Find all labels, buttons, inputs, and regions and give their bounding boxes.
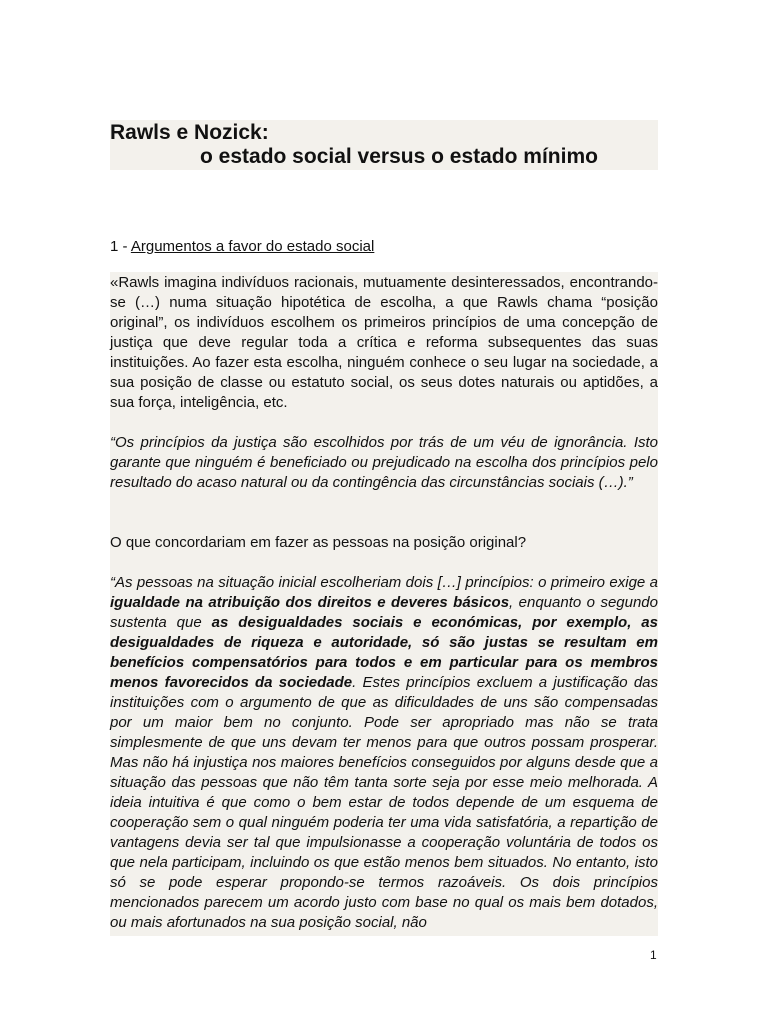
- paragraph-4-bold-a: igualdade na atribuição dos direitos e deveres básicos: [110, 594, 510, 611]
- page-number: 1: [650, 948, 657, 962]
- paragraph-1: «Rawls imagina indivíduos racionais, mutuamente desinteressados, encontrando-se (…) numa situação hipotética de escolha, a que Rawls chama “posição original”, os indivíduos escolhem os primeiros princípios de uma concepção de justiça que deve regular toda a crítica e reforma subsequentes das suas instituições. Ao fazer esta escolha, ninguém conhece o seu lugar na sociedade, a sua posição de classe ou estatuto social, os seus dotes naturais ou aptidões, a sua força, inteligência, etc.: [110, 274, 658, 411]
- document-subtitle: o estado social versus o estado mínimo: [200, 145, 598, 168]
- paragraph-2-quote: “Os princípios da justiça são escolhidos por trás de um véu de ignorância. Isto garante que ninguém é beneficiado ou prejudicado na escolha dos princípios pelo resultado do acaso natural ou da contingência das circunstâncias sociais (…).”: [110, 434, 658, 491]
- paragraph-4-bold-b: as desigualdades sociais e económicas, por exemplo, as desigualdades de riqueza e autoridade, só são justas se resultam em benefícios compensatórios para todos e em particular para os membros menos favorecidos da sociedade: [110, 614, 658, 691]
- paragraph-4-text-c: . Estes princípios excluem a justificação das instituições com o argumento de que as dificuldades de uns são compensadas por um maior bem no conjunto. Pode ser apropriado mas não se trata simplesmente de que uns devam ter menos para que outros possam prosperar. Mas não há injustiça nos maiores benefícios conseguidos por alguns desde que a situação das pessoas que não têm tanta sorte seja por esse meio melhorada. A ideia intuitiva é que como o bem estar de todos depende de um esquema de cooperação sem o qual ninguém poderia ter uma vida satisfatória, a repartição de vantagens devia ser tal que impulsionasse a cooperação voluntária de todos os que nela participam, incluindo os que estão menos bem situados. No entanto, isto só se pode esperar propondo-se termos razoáveis. Os dois princípios mencionados parecem um acordo justo com base no qual os mais bem dotados, ou mais afortunados na sua posição social, não: [110, 674, 658, 931]
- paragraph-4-text-b: , enquanto o segundo sustenta que: [110, 594, 658, 631]
- document-title: Rawls e Nozick:: [110, 121, 269, 144]
- paragraph-4-quote: [110, 573, 658, 933]
- paragraph-3-question: O que concordariam em fazer as pessoas na posição original?: [110, 534, 527, 551]
- section-number: 1 -: [110, 238, 131, 255]
- paragraph-4-text-a: “As pessoas na situação inicial escolheriam dois […] princípios: o primeiro exige a: [110, 574, 658, 591]
- section-heading-text: Argumentos a favor do estado social: [130, 238, 375, 255]
- section-heading: [110, 237, 374, 257]
- document-body: [110, 272, 658, 936]
- document-title-block: [110, 120, 658, 170]
